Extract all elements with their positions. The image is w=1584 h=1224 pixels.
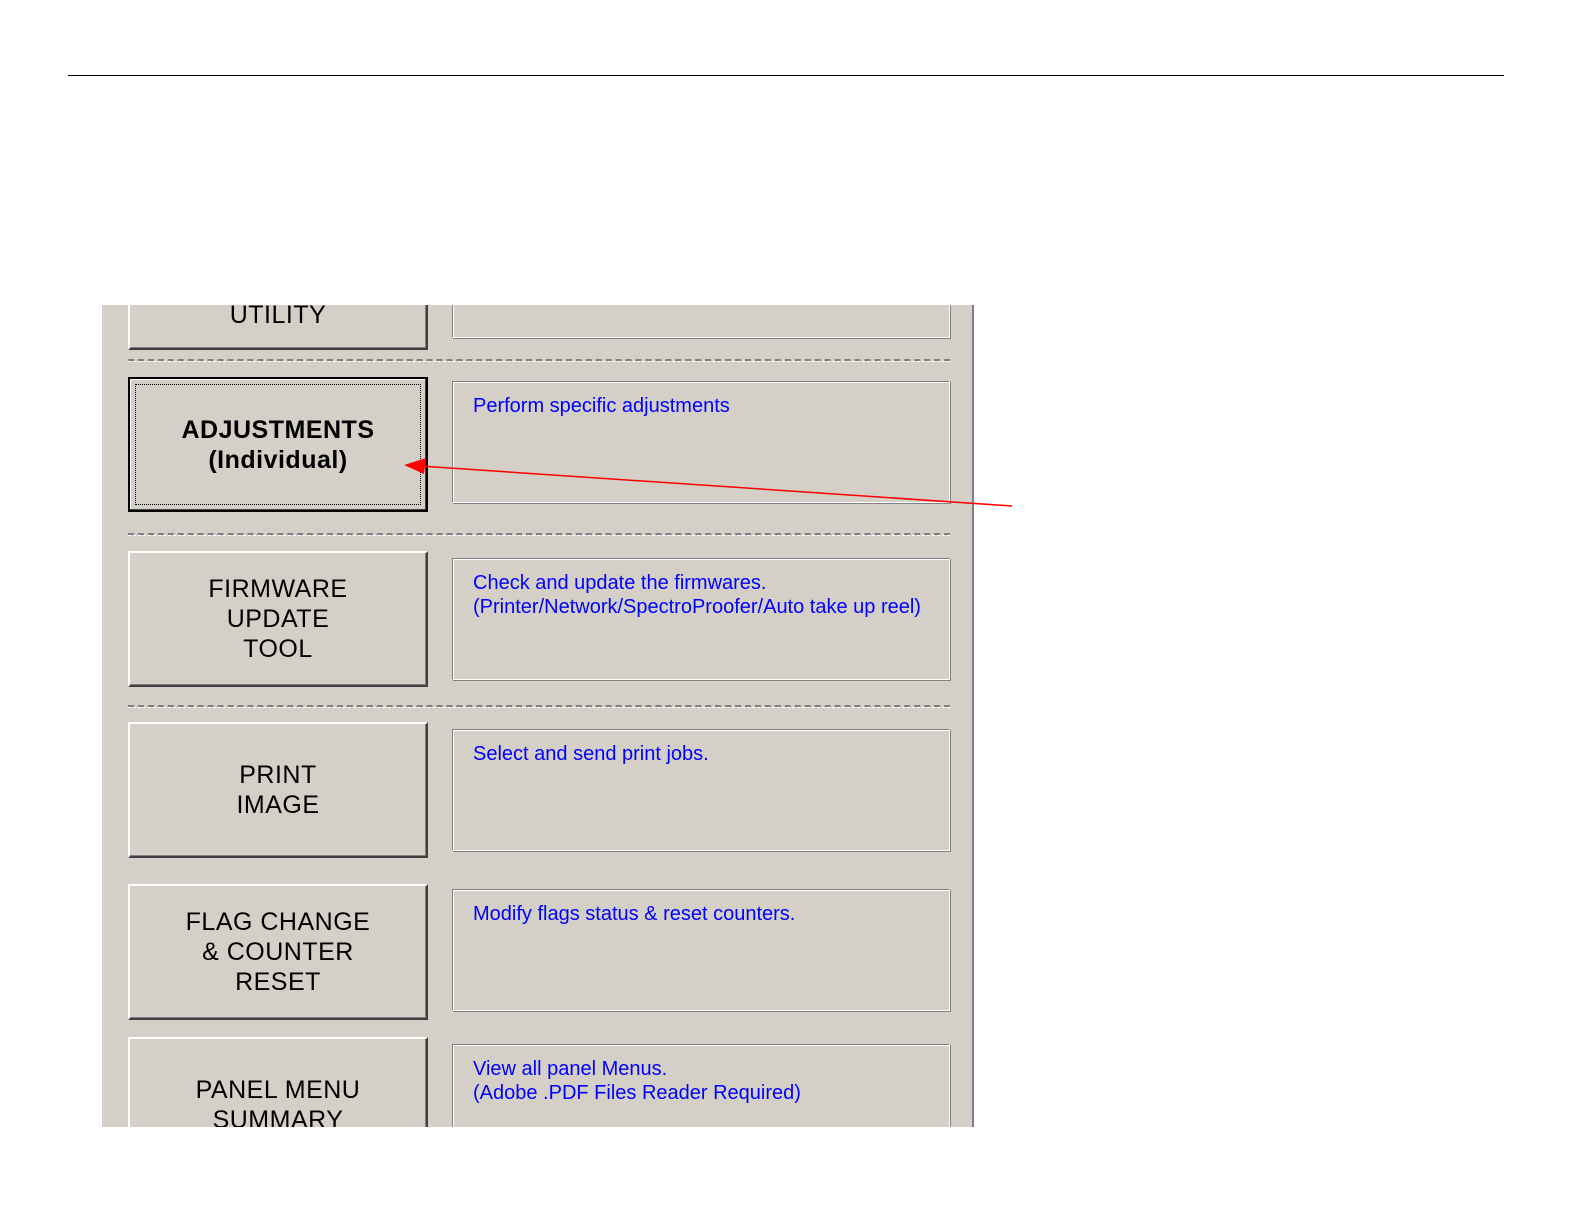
utility-description	[452, 305, 950, 338]
print-image-description-text: Select and send print jobs.	[473, 743, 709, 765]
panel-menu-summary-button[interactable]	[128, 1037, 428, 1127]
service-menu-panel	[100, 305, 974, 1127]
flag-change-description	[452, 889, 950, 1011]
separator	[128, 359, 950, 362]
flag-change-description-text: Modify flags status & reset counters.	[473, 903, 796, 925]
print-image-button[interactable]	[128, 722, 428, 858]
utility-button[interactable]	[128, 305, 428, 350]
separator	[128, 533, 950, 536]
panel-menu-summary-description	[452, 1044, 950, 1127]
utility-button-label: UTILITY	[229, 305, 327, 329]
top-rule	[68, 75, 1504, 76]
firmware-update-tool-button[interactable]	[128, 551, 428, 687]
flag-change-counter-reset-button[interactable]	[128, 884, 428, 1020]
print-image-button-label: PRINT IMAGE	[236, 761, 320, 819]
adjustments-button[interactable]	[128, 377, 428, 512]
adjustments-description-text: Perform specific adjustments	[473, 395, 730, 417]
firmware-update-description	[452, 558, 950, 680]
panel-menu-summary-description-text: View all panel Menus. (Adobe .PDF Files Reader Required)	[473, 1058, 801, 1104]
adjustments-description	[452, 381, 950, 503]
focus-ring	[135, 384, 421, 505]
panel-menu-summary-button-label: PANEL MENU SUMMARY	[195, 1076, 361, 1127]
separator	[128, 705, 950, 708]
adjustments-button-label: ADJUSTMENTS (Individual)	[181, 415, 375, 474]
firmware-update-tool-button-label: FIRMWARE UPDATE TOOL	[208, 575, 348, 663]
flag-change-button-label: FLAG CHANGE & COUNTER RESET	[185, 908, 371, 996]
firmware-update-description-text: Check and update the firmwares. (Printer/Network/SpectroProofer/Auto take up reel)	[473, 572, 921, 618]
print-image-description	[452, 729, 950, 851]
